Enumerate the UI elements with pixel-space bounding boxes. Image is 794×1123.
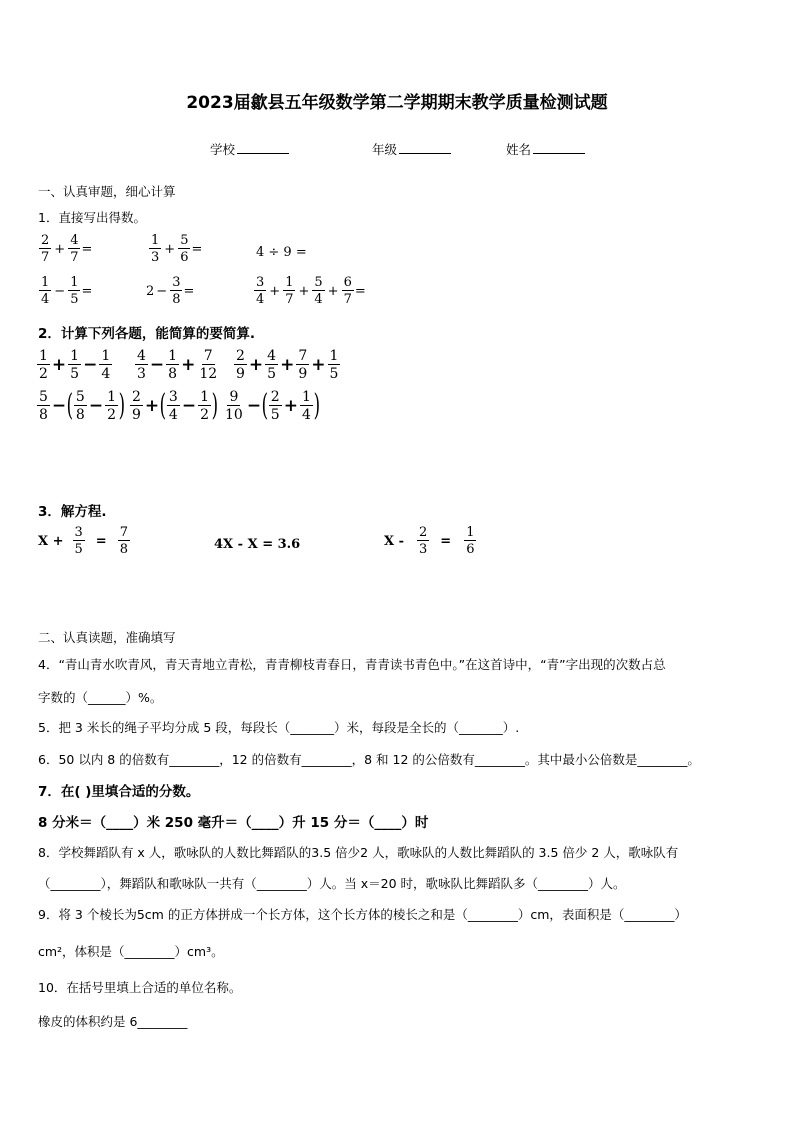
fraction: $\frac{3}{8}$ bbox=[172, 275, 181, 307]
fraction: $\frac{5}{4}$ bbox=[314, 275, 323, 307]
fraction: $\frac{1}{4}$ bbox=[41, 275, 50, 307]
section2-title: 二、认真读题，准确填写 bbox=[38, 630, 176, 645]
q2-item-3: $\frac{2}{9}$ + $\frac{4}{5}$ + $\frac{7}{9}$ + $\frac{1}{5}$ bbox=[236, 348, 339, 382]
q1-item-5: 2 − $\frac{3}{8}$ = bbox=[146, 275, 195, 307]
fraction: $\frac{3}{4}$ bbox=[256, 275, 265, 307]
q2-item-1: $\frac{1}{2}$ + $\frac{1}{5}$ − $\frac{1}{4}$ bbox=[39, 348, 111, 382]
grade-label: 年级 bbox=[372, 142, 398, 157]
name-label: 姓名 bbox=[506, 142, 532, 157]
q7-line: 8 分米＝（____）米 250 毫升＝（____）升 15 分＝（____）时 bbox=[38, 815, 429, 831]
name-field bbox=[506, 140, 585, 158]
q3-equation-3: X - $\frac{2}{3}$ = $\frac{1}{6}$ bbox=[384, 525, 475, 557]
q2-item-2: $\frac{4}{3}$ − $\frac{1}{8}$ + $\frac{7}{12}$ bbox=[137, 348, 218, 382]
q6: 6．50 以内 8 的倍数有________，12 的倍数有________，8 和 12 的公倍数有________。其中最小公倍数是________。 bbox=[38, 752, 700, 767]
page-title: 2023届歙县五年级数学第二学期期末教学质量检测试题 bbox=[186, 93, 608, 113]
q3-equation-1: X + $\frac{3}{5}$ = $\frac{7}{8}$ bbox=[38, 525, 128, 557]
q9-line2: cm²，体积是（________）cm³。 bbox=[38, 944, 224, 959]
q1-item-1: $\frac{2}{7}$ + $\frac{4}{7}$ = bbox=[41, 233, 93, 265]
name-blank[interactable] bbox=[533, 141, 585, 154]
fraction: $\frac{1}{5}$ bbox=[70, 275, 79, 307]
q1-item-2: $\frac{1}{3}$ + $\frac{5}{6}$ = bbox=[151, 233, 203, 265]
q2-title: 2．计算下列各题，能简算的要简算. bbox=[38, 326, 256, 342]
q10-title: 10．在括号里填上合适的单位名称。 bbox=[38, 980, 242, 995]
q4-line1: 4．“青山青水吹青风，青天青地立青松，青青柳枝青春日，青青读书青色中。”在这首诗中，“青”字出现的次数占总 bbox=[38, 657, 666, 672]
q2-item-6: $\frac{9}{10}$ − ( $\frac{2}{5}$ + $\frac{1}{4}$ ) bbox=[225, 388, 320, 423]
q7-title: 7．在( )里填合适的分数。 bbox=[38, 784, 200, 800]
q5: 5．把 3 米长的绳子平均分成 5 段，每段长（_______）米，每段是全长的（_______）. bbox=[38, 720, 520, 735]
fraction: $\frac{5}{6}$ bbox=[180, 233, 189, 265]
q3-equation-2: 4X - X = 3.6 bbox=[214, 537, 301, 552]
q4-line2: 字数的（______）%。 bbox=[38, 690, 163, 705]
section1-title: 一、认真审题，细心计算 bbox=[38, 184, 176, 199]
fraction: $\frac{1}{7}$ bbox=[285, 275, 294, 307]
grade-field bbox=[372, 140, 451, 158]
q3-title: 3．解方程. bbox=[38, 504, 107, 520]
q8-line1: 8．学校舞蹈队有 x 人，歌咏队的人数比舞蹈队的3.5 倍少2 人，歌咏队的人数比舞蹈队的 3.5 倍少 2 人，歌咏队有 bbox=[38, 845, 679, 860]
fraction: $\frac{1}{3}$ bbox=[151, 233, 160, 265]
fraction: $\frac{2}{7}$ bbox=[41, 233, 50, 265]
q1-item-3: 4 ÷ 9 = bbox=[256, 245, 307, 260]
school-field bbox=[210, 140, 289, 158]
q2-item-5: $\frac{2}{9}$ + ( $\frac{3}{4}$ − $\frac{1}{2}$ ) bbox=[132, 388, 219, 423]
school-label: 学校 bbox=[210, 142, 236, 157]
fraction: $\frac{6}{7}$ bbox=[343, 275, 352, 307]
q9-line1: 9．将 3 个棱长为5cm 的正方体拼成一个长方体，这个长方体的棱长之和是（________）cm，表面积是（________） bbox=[38, 907, 687, 922]
q2-item-4: $\frac{5}{8}$ − ( $\frac{5}{8}$ − $\frac{1}{2}$ ) bbox=[39, 388, 126, 423]
school-blank[interactable] bbox=[237, 141, 289, 154]
q1-item-6: $\frac{3}{4}$ + $\frac{1}{7}$ + $\frac{5}{4}$ + $\frac{6}{7}$ = bbox=[256, 275, 366, 307]
q1-item-4: $\frac{1}{4}$ − $\frac{1}{5}$ = bbox=[41, 275, 93, 307]
grade-blank[interactable] bbox=[399, 141, 451, 154]
q1-title: 1．直接写出得数。 bbox=[38, 210, 146, 225]
fraction: $\frac{4}{7}$ bbox=[70, 233, 79, 265]
q8-line2: （________），舞蹈队和歌咏队一共有（________）人。当 x＝20 时，歌咏队比舞蹈队多（________）人。 bbox=[38, 876, 626, 891]
q10-line: 橡皮的体积约是 6________ bbox=[38, 1014, 188, 1029]
